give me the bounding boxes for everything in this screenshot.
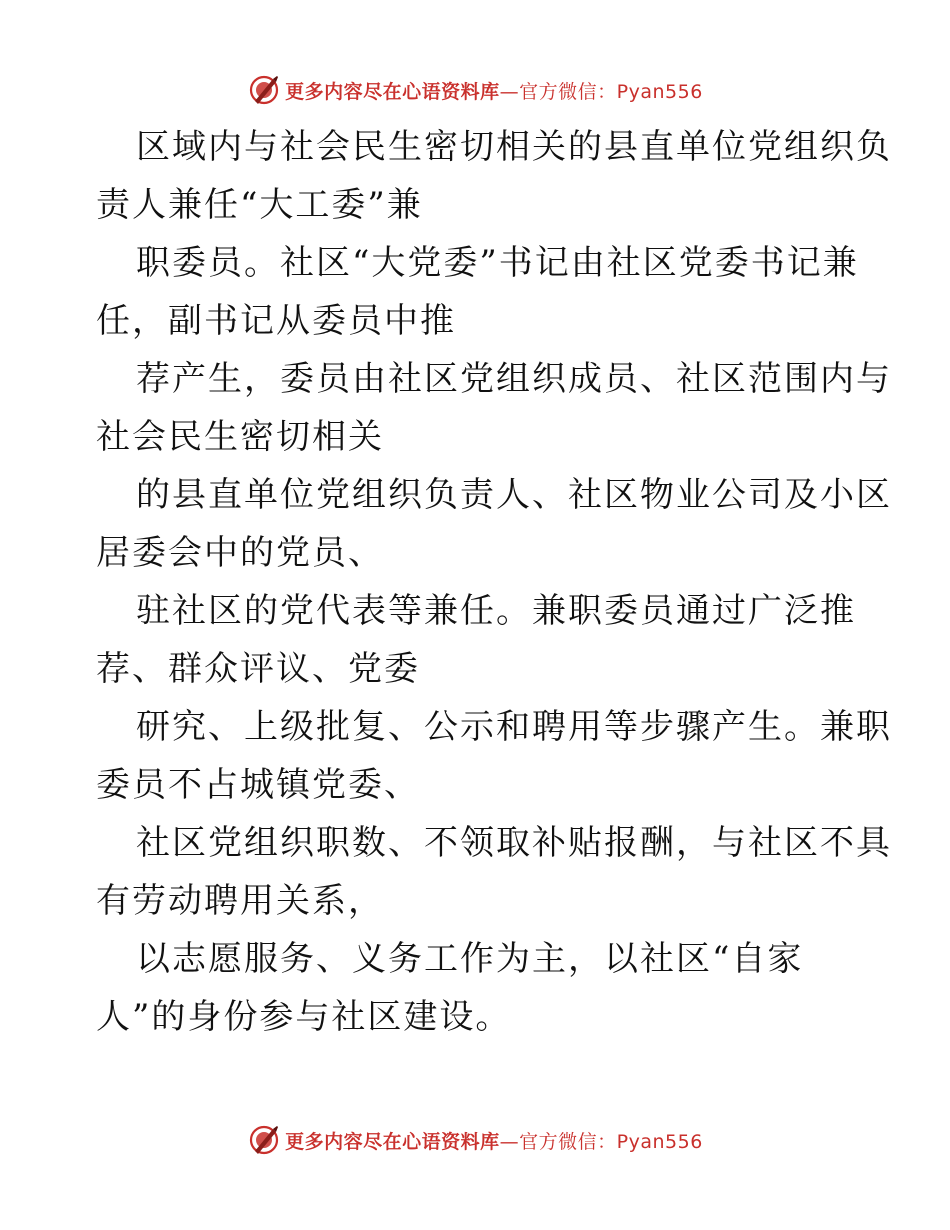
watermark-text [285, 1127, 703, 1154]
watermark-contact: 官方微信：Pyan556 [519, 80, 703, 103]
body-line: 任，副书记从委员中推 [96, 301, 456, 341]
watermark-contact: 官方微信：Pyan556 [519, 1130, 703, 1153]
body-line: 人”的身份参与社区建设。 [96, 997, 512, 1037]
body-line: 荐、群众评议、党委 [96, 649, 420, 689]
body-line: 社会民生密切相关 [96, 417, 384, 457]
body-line: 研究、上级批复、公示和聘用等步骤产生。兼职 [136, 707, 892, 747]
body-line: 社区党组织职数、不领取补贴报酬，与社区不具 [136, 823, 892, 863]
body-line: 荐产生，委员由社区党组织成员、社区范围内与 [136, 359, 892, 399]
watermark-text [285, 77, 703, 104]
body-line: 居委会中的党员、 [96, 533, 384, 573]
body-line: 责人兼任“大工委”兼 [96, 185, 423, 225]
watermark-separator: — [499, 80, 520, 103]
body-line: 有劳动聘用关系， [96, 881, 384, 921]
watermark-brand: 更多内容尽在心语资料库 [285, 80, 500, 103]
body-line: 区域内与社会民生密切相关的县直单位党组织负 [136, 127, 892, 167]
pen-logo-icon [247, 1123, 281, 1157]
watermark-separator: — [499, 1130, 520, 1153]
body-line: 委员不占城镇党委、 [96, 765, 420, 805]
body-line: 以志愿服务、义务工作为主，以社区“自家 [136, 939, 804, 979]
body-line: 驻社区的党代表等兼任。兼职委员通过广泛推 [136, 591, 856, 631]
pen-logo-icon [247, 73, 281, 107]
body-line: 职委员。社区“大党委”书记由社区党委书记兼 [136, 243, 859, 283]
header-watermark [0, 70, 950, 110]
body-line: 的县直单位党组织负责人、社区物业公司及小区 [136, 475, 892, 515]
footer-watermark [0, 1120, 950, 1160]
document-body [96, 118, 892, 1046]
watermark-brand: 更多内容尽在心语资料库 [285, 1130, 500, 1153]
